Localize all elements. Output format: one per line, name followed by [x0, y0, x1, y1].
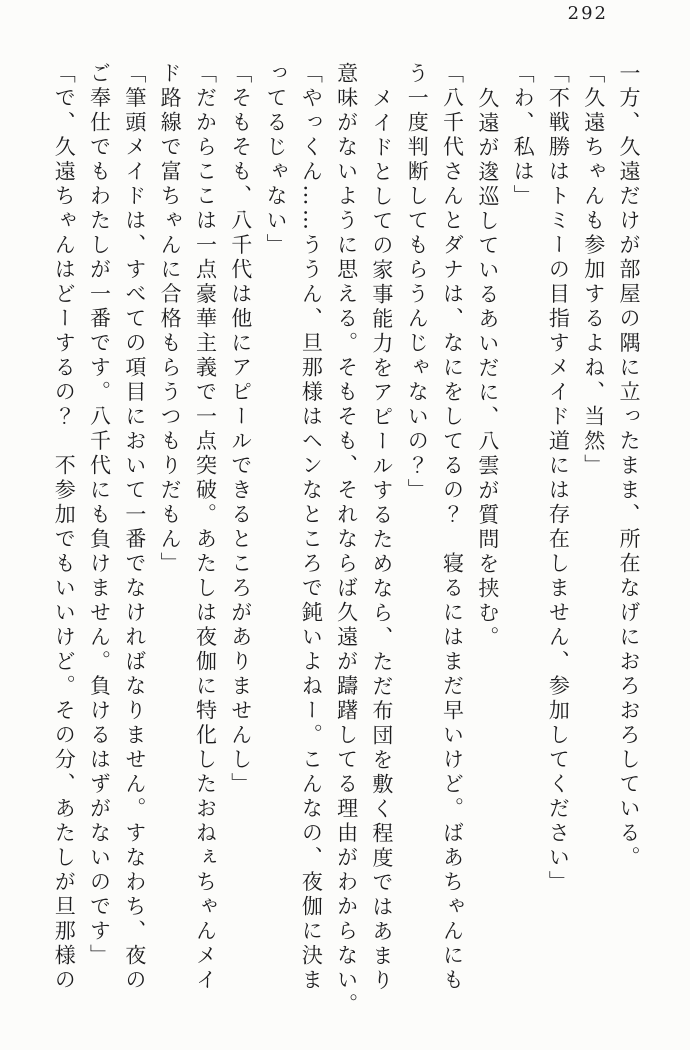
novel-text-line: 一方、久遠だけが部屋の隅に立ったまま、所在なげにおろおろしている。 [617, 62, 641, 871]
text-block [44, 62, 646, 1018]
novel-text-line: 「やっくん……ううん、旦那様はヘンなところで鈍いよねー。こんなの、夜伽に決ま [299, 62, 324, 993]
novel-text-line: 「筆頭メイドは、すべての項目において一番でなければなりません。すなわち、夜の [122, 62, 147, 993]
page-number: 292 [567, 3, 608, 24]
novel-text-line: う一度判断してもらうんじゃないの？」 [405, 62, 430, 503]
novel-text-line: 「不戦勝はトミーの目指すメイド道には存在しません、参加してください」 [546, 62, 571, 895]
novel-text-line: 「で、久遠ちゃんはどーするの？ 不参加でもいいけど。その分、あたしが旦那様の [52, 62, 77, 993]
novel-text-line: 「そもそも、八千代は他にアピールできるところがありませんし」 [228, 62, 253, 797]
novel-text-line: ってるじゃない」 [264, 62, 289, 258]
novel-text-line: 「八千代さんとダナは、なにをしてるの？ 寝るにはまだ早いけど。ばあちゃんにも [440, 62, 465, 993]
novel-text-line: ご奉仕でもわたしが一番です。八千代にも負けません。負けるはずがないのです」 [87, 62, 112, 969]
novel-text-line: 意味がないように思える。そもそも、それならば久遠が躊躇してる理由がわからない。 [334, 62, 359, 1018]
novel-text-line: メイドとしての家事能力をアピールするためなら、ただ布団を敷く程度ではあまり [369, 87, 394, 994]
novel-text-line: ド路線で富ちゃんに合格もらうつもりだもん」 [158, 62, 183, 577]
novel-text-line: 久遠が逡巡しているあいだに、八雲が質問を挟む。 [475, 87, 500, 651]
novel-text-line: 「わ、私は」 [511, 62, 536, 209]
novel-text-line: 「だからここは一点豪華主義で一点突破。あたしは夜伽に特化したおねぇちゃんメイ [193, 62, 218, 993]
novel-text-line: 「久遠ちゃんも参加するよね、当然」 [581, 62, 606, 479]
